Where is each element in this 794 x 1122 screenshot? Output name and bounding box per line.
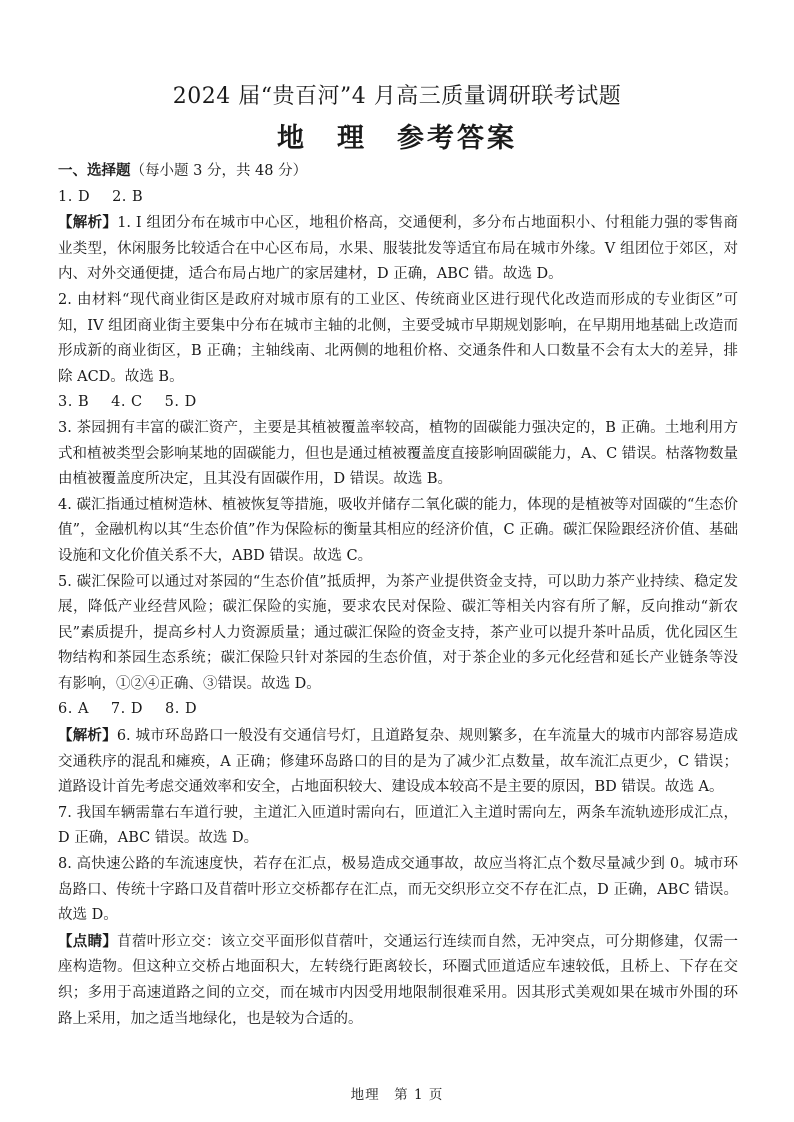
tip-paragraph [58, 929, 738, 1032]
analysis-tag: 【解析】 [58, 214, 118, 232]
analysis-q6-text: 6. 城市环岛路口一般没有交通信号灯，且道路复杂、规则繁多，在车流量大的城市内部容易造成交通秩序的混乱和瘫痪，A 正确；修建环岛路口的目的是为了减少汇点数量，故车流汇点更少，C 错误；道路设计首先考虑交通效率和安全，占地面积较大、建设成本较高不是主要的原因，BD 错误。故选 A。 [58, 728, 738, 796]
answer-row-6-8 [58, 697, 738, 723]
explanation-q7: 7. 我国车辆需靠右车道行驶，主道汇入匝道时需向右，匝道汇入主道时需向左，两条车流轨迹形成汇点，D 正确，ABC 错误。故选 D。 [58, 804, 738, 847]
exam-subtitle: 地 理 参考答案 [277, 123, 517, 154]
answer-3: 3. B [58, 394, 90, 411]
explanation-q8: 8. 高快速公路的车流速度快，若存在汇点，极易造成交通事故，故应当将汇点个数尽量减少到 0。城市环岛路口、传统十字路口及苜蓿叶形立交桥都存在汇点，而无交织形立交不存在汇点，D 正确，ABC 错误。故选 D。 [58, 856, 738, 924]
section-note: （每小题 3 分，共 48 分） [130, 163, 308, 179]
answer-8: 8. D [165, 701, 198, 718]
analysis-q1 [58, 210, 738, 288]
section-heading [58, 158, 738, 185]
tip-tag: 【点睛】 [58, 932, 118, 950]
answer-5: 5. D [164, 394, 197, 411]
answer-2: 2. B [112, 188, 144, 205]
section-title: 一、选择题 [58, 162, 131, 179]
answer-1: 1. D [58, 188, 91, 205]
page-footer: 地理 第 1 页 [350, 1087, 444, 1103]
exam-title: 2024 届“贵百河”4 月高三质量调研联考试题 [172, 84, 622, 109]
explanation-q5: 5. 碳汇保险可以通过对茶园的“生态价值”抵质押，为茶产业提供资金支持，可以助力茶产业持续、稳定发展，降低产业经营风险；碳汇保险的实施，要求农民对保险、碳汇等相关内容有所了解，反向推动“新农民”素质提升，提高乡村人力资源质量；通过碳汇保险的资金支持，茶产业可以提升茶叶品质，优化园区生物结构和茶园生态系统；碳汇保险只针对茶园的生态价值，对于茶企业的多元化经营和延长产业链条等没有影响，①②④正确、③错误。故选 D。 [58, 573, 738, 692]
answer-row-1-2 [58, 185, 738, 211]
answer-content [58, 158, 738, 1032]
explanation-q2: 2. 由材料“现代商业街区是政府对城市原有的工业区、传统商业区进行现代化改造而形成的专业街区”可知，IV 组团商业街主要集中分布在城市主轴的北侧，主要受城市早期规划影响，在早期用地基础上改造而形成新的商业街区，B 正确；主轴线南、北两侧的地租价格、交通条件和人口数量不会有太大的差异，排除 ACD。故选 B。 [58, 291, 738, 385]
answer-6: 6. A [58, 701, 89, 718]
analysis-tag-2: 【解析】 [58, 727, 117, 745]
explanation-q4: 4. 碳汇指通过植树造林、植被恢复等措施，吸收并储存二氧化碳的能力，体现的是植被等对固碳的“生态价值”，金融机构以其“生态价值”作为保险标的衡量其相应的经济价值，C 正确。碳汇保险跟经济价值、基础设施和文化价值关系不大，ABD 错误。故选 C。 [58, 496, 738, 564]
tip-text: 苜蓿叶形立交：该立交平面形似苜蓿叶，交通运行连续而自然，无冲突点，可分期修建，仅需一座构造物。但这种立交桥占地面积大，左转绕行距离较长，环圈式匝道适应车速较低，且桥上、下存在交织；多用于高速道路之间的立交，而在城市内因受用地限制很难采用。因其形式美观如果在城市外围的环路上采用，加之适当地绿化，也是较为合适的。 [58, 933, 738, 1027]
analysis-q1-text: 1. I 组团分布在城市中心区，地租价格高，交通便利，多分布占地面积小、付租能力强的零售商业类型，休闲服务比较适合在中心区布局，水果、服装批发等适宜布局在城市外缘。V 组团位于郊区，对内、对外交通便捷，适合布局占地广的家居建材，D 正确，ABC 错。故选 D。 [58, 215, 739, 283]
answer-7: 7. D [110, 701, 143, 718]
answer-4: 4. C [111, 394, 143, 411]
answer-row-3-5 [58, 390, 738, 416]
analysis-q6 [58, 723, 738, 801]
explanation-q3: 3. 茶园拥有丰富的碳汇资产，主要是其植被覆盖率较高，植物的固碳能力强决定的，B 正确。土地利用方式和植被类型会影响某地的固碳能力，但也是通过植被覆盖度直接影响固碳能力，A、C 错误。枯落物数量由植被覆盖度所决定，且其没有固碳作用，D 错误。故选 B。 [58, 419, 738, 488]
